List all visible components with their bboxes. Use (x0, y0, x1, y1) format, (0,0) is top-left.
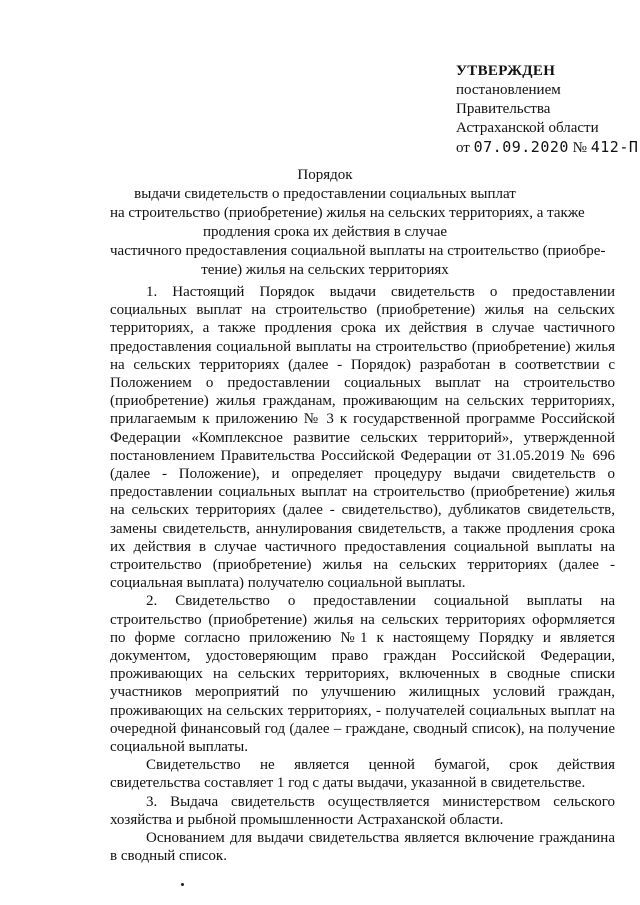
paragraph-4: 3. Выдача свидетельств осуществляется министерством сельского хозяйства и рыбной промышленности Астраханской области. (110, 793, 615, 828)
approval-number: 412-П (590, 138, 639, 156)
approval-number-sign: № (568, 140, 591, 156)
title-line-5: тение) жилья на сельских территориях (201, 262, 449, 278)
document-body (110, 283, 615, 866)
approval-date-line (456, 138, 638, 158)
approval-date-prefix: от (456, 140, 474, 156)
scan-artifact-dot (181, 883, 184, 886)
approval-line-2: Правительства (456, 101, 551, 117)
title-line-2: на строительство (приобретение) жилья на сельских территориях, а также (110, 205, 585, 221)
title-line-4: частичного предоставления социальной выплаты на строительство (приобре- (110, 243, 606, 259)
title-line-3: продления срока их действия в случае (202, 224, 448, 240)
title-heading: Порядок (297, 167, 353, 183)
approval-date: 07.09.2020 (473, 138, 569, 156)
paragraph-3: Свидетельство не является ценной бумагой, срок действия свидетельства составляет 1 год с даты выдачи, указанной в свидетельстве. (110, 757, 615, 792)
paragraph-1: 1. Настоящий Порядок выдачи свидетельств о предоставлении социальных выплат на строительство (приобретение) жилья на сельских территориях, а также продления срока их действия в случае частичного предоставления социальной выплаты на строительство (приобретение) жилья на сельских территориях (далее - Порядок) разработан в соответствии с Положением о предоставлении социальных выплат на строительство (приобретение) жилья гражданам, проживающим на сельских территориях, прилагаемым к приложению № 3 к государственной программе Российской Федерации «Комплексное развитие сельских территорий», утвержденной постановлением Правительства Российской Федерации от 31.05.2019 № 696 (далее - Положение), и определяет процедуру выдачи свидетельств о предоставлении социальных выплат на строительство (приобретение) жилья на сельских территориях (далее - свидетельство), дубликатов свидетельств, замены свидетельств, аннулирования свидетельств, а также продления срока их действия в случае частичного предоставления социальной выплаты на строительство (приобретение) жилья на сельских территориях (далее - социальная выплата) получателю социальной выплаты. (110, 284, 615, 592)
paragraph-2: 2. Свидетельство о предоставлении социальной выплаты на строительство (приобретение) жилья на сельских территориях оформляется по форме согласно приложению №1 к настоящему Порядку и является документом, удостоверяющим право граждан Российской Федерации, проживающих на сельских территориях, включенных в сводные списки участников мероприятий по улучшению жилищных условий граждан, проживающих на сельских территориях, - получателей социальных выплат на очередной финансовый год (далее – граждане, сводный список), на получение социальной выплаты. (110, 593, 615, 756)
approval-title: УТВЕРЖДЕН (456, 63, 556, 79)
approval-stamp (456, 62, 638, 158)
paragraph-5: Основанием для выдачи свидетельства является включение гражданина в сводный список. (110, 830, 615, 865)
approval-line-3: Астраханской области (456, 120, 599, 136)
approval-line-1: постановлением (456, 82, 561, 98)
title-line-1: выдачи свидетельств о предоставлении социальных выплат (134, 186, 516, 202)
document-title (110, 166, 606, 280)
